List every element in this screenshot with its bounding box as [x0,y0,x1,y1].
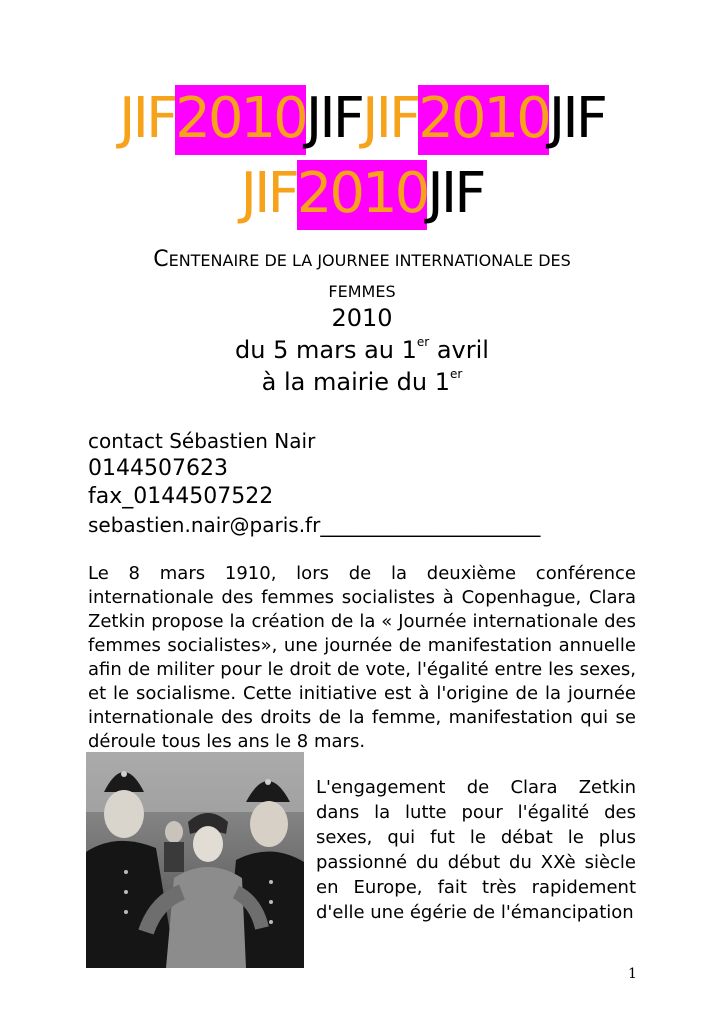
historical-photo [86,752,304,968]
banner-row-1 [0,85,724,155]
contact-email[interactable]: sebastien.nair@paris.fr______________________ [88,513,541,537]
dates-text-end: avril [429,336,489,364]
event-location [0,367,724,397]
banner-2010-highlight: 2010 [297,160,428,230]
dates-text: du 5 mars au 1 [235,336,417,364]
contact-fax: fax_0144507522 [88,484,274,509]
contact-block [88,427,540,539]
banner-jif: JIF [548,86,606,151]
contact-name: contact Sébastien Nair [88,429,316,453]
banner-jif: JIF [118,86,176,151]
banner-row-2 [0,160,724,230]
page-number: 1 [628,966,637,982]
banner-jif: JIF [240,161,297,226]
subtitle-line-1 [70,245,654,276]
banner-jif: JIF [362,86,419,151]
photo-illustration-icon [86,752,304,968]
subtitle [70,245,654,307]
body-paragraph-2: L'engagement de Clara Zetkin dans la lutte pour l'égalité des sexes, qui fut le débat le plus passionné du début du XXè siècle en Europe, fait très rapidement d'elle une égérie de l'émancipation [316,777,636,923]
body-paragraph-1: Le 8 mars 1910, lors de la deuxième conférence internationale des femmes socialistes à Copenhague, Clara Zetkin propose la création de la « Journée internationale des femmes socialistes», une journée de manifestation annuelle afin de militer pour le droit de vote, l'égalité entre les sexes, et le socialisme. Cette initiative est à l'origine de la journée internationale des droits de la femme, manifestation qui se déroule tous les ans le 8 mars. [88,563,636,752]
event-dates [0,335,724,365]
location-text: à la mairie du 1 [261,368,451,396]
contact-phone: 0144507623 [88,456,228,481]
location-superscript: er [450,367,463,381]
subtitle-text: FEMMES [328,282,396,301]
banner-jif: JIF [305,86,362,151]
subtitle-text: ENTENAIRE DE LA JOURNEE INTERNATIONALE DES [168,251,571,270]
banner-jif: JIF [427,161,484,226]
banner-2010-highlight: 2010 [418,85,549,155]
banner-2010-highlight: 2010 [175,85,306,155]
event-year: 2010 [331,304,393,332]
dates-superscript: er [416,335,430,349]
subtitle-initial: C [153,247,169,272]
